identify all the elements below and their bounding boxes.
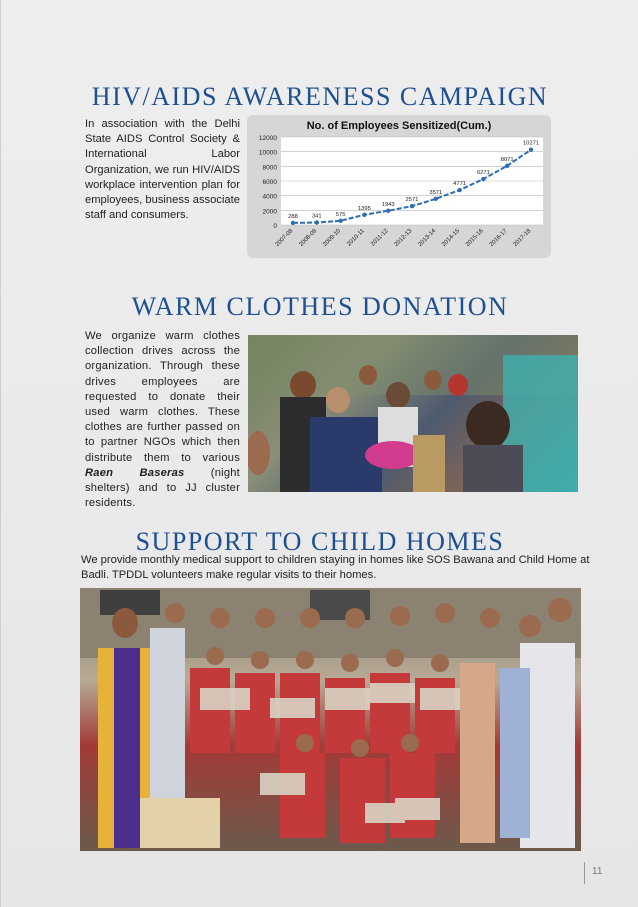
chart-data-label: 1395 <box>357 205 371 212</box>
chart-x-tick-label: 2011-12 <box>370 228 390 248</box>
chart-data-label: 3571 <box>429 189 443 196</box>
chart-data-point <box>529 147 533 151</box>
chart-data-point <box>338 219 342 223</box>
chart-data-point <box>291 221 295 225</box>
chart-data-point <box>481 177 485 181</box>
chart-y-tick-label: 6000 <box>262 179 277 186</box>
chart-data-label: 2571 <box>405 197 419 204</box>
chart-data-label: 6271 <box>476 170 490 177</box>
chart-data-label: 288 <box>288 213 298 220</box>
page-number-divider <box>584 862 585 884</box>
child-home-group-photo <box>80 588 581 851</box>
child-section-text: We provide monthly medical support to children staying in homes like SOS Bawana and Child Home at Badli. TPDDL volunteers make regular visits to their homes. <box>81 554 590 582</box>
chart-y-tick-label: 2000 <box>262 208 277 216</box>
chart-x-tick-label: 2012-13 <box>393 228 414 248</box>
chart-data-point <box>434 197 438 201</box>
chart-x-tick-label: 2015-16 <box>464 228 485 248</box>
clothes-section-text <box>85 329 240 511</box>
chart-x-tick-label: 2010-11 <box>346 228 366 248</box>
chart-data-point <box>410 204 414 208</box>
page-number: 11 <box>592 866 603 877</box>
warm-clothes-photo-art <box>248 335 578 492</box>
chart-data-label: 341 <box>311 213 322 220</box>
chart-data-label: 10271 <box>522 140 540 147</box>
chart-data-label: 575 <box>335 211 346 218</box>
chart-title: No. of Employees Sensitized(Cum.) <box>306 120 492 132</box>
chart-y-tick-label: 8000 <box>262 164 277 172</box>
chart-data-point <box>457 188 461 192</box>
chart-x-tick-label: 2014-15 <box>441 228 462 248</box>
chart-x-tick-label: 2008-09 <box>298 228 319 248</box>
chart-y-tick-label: 4000 <box>262 193 277 201</box>
employees-sensitized-chart <box>247 115 551 258</box>
chart-data-label: 1943 <box>381 201 395 208</box>
chart-y-tick-label: 0 <box>273 223 277 230</box>
clothes-section-title: WARM CLOTHES DONATION <box>131 292 509 321</box>
chart-data-point <box>362 213 366 217</box>
child-section-title: SUPPORT TO CHILD HOMES <box>135 527 505 556</box>
chart-svg <box>247 115 551 258</box>
chart-data-label: 4771 <box>453 181 467 188</box>
chart-x-tick-label: 2009-10 <box>322 228 343 248</box>
hiv-section-title: HIV/AIDS AWARENESS CAMPAIGN <box>91 82 549 111</box>
chart-data-point <box>505 164 509 168</box>
child-home-photo-art <box>80 588 581 851</box>
chart-data-label: 8071 <box>500 156 514 163</box>
chart-y-tick-label: 12000 <box>258 135 277 142</box>
chart-x-tick-label: 2013-14 <box>417 228 438 248</box>
chart-y-tick-label: 10000 <box>258 149 277 157</box>
warm-clothes-distribution-photo <box>248 335 578 492</box>
chart-x-tick-label: 2017-18 <box>512 228 533 248</box>
chart-x-tick-label: 2007-08 <box>274 228 295 248</box>
clothes-text-part1: We organize warm clothes collection drives across the organization. Through these drives employees are requested to donate their used warm clothes. These clothes are further passed on to partner NGOs which then distribute them to various <box>85 330 240 464</box>
hiv-section-text: In association with the Delhi State AIDS Control Society & International Labor Organization, we run HIV/AIDS workplace intervention plan for employees, business associate staff and consumers. <box>85 118 240 222</box>
chart-data-point <box>386 209 390 213</box>
clothes-text-part2: (night shelters) and to JJ cluster residents. <box>85 466 240 510</box>
chart-data-point <box>315 220 319 224</box>
chart-x-tick-label: 2016-17 <box>488 228 509 248</box>
clothes-text-emphasis: Raen Baseras <box>85 466 185 479</box>
